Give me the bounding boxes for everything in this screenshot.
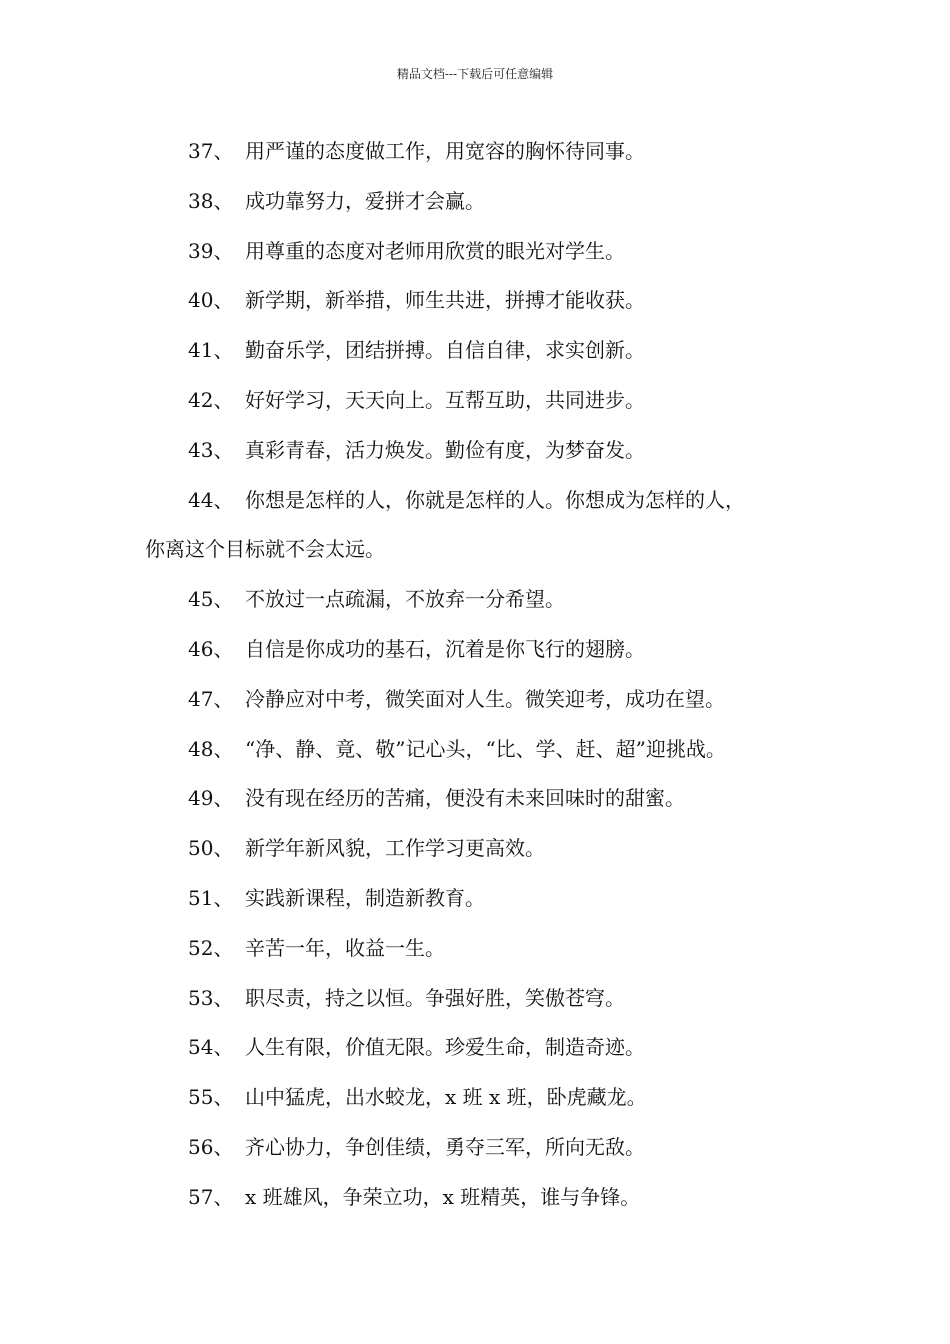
- list-item: [0, 485, 950, 535]
- item-text: 人生有限，价值无限。珍爱生命，制造奇迹。: [245, 1035, 645, 1060]
- item-text: 冷静应对中考，微笑面对人生。微笑迎考，成功在望。: [245, 686, 725, 711]
- list-item: [0, 634, 950, 684]
- slogan-list: [0, 136, 950, 1232]
- list-item: [0, 186, 950, 236]
- item-number: 50、: [188, 836, 234, 861]
- item-number: 53、: [188, 985, 234, 1010]
- item-text: “净、静、竟、敬”记心头，“比、学、赶、超”迎挑战。: [245, 736, 726, 761]
- item-text: 自信是你成功的基石，沉着是你飞行的翅膀。: [245, 636, 645, 661]
- item-text: 你想是怎样的人，你就是怎样的人。你想成为怎样的人，: [245, 487, 745, 512]
- item-text: 没有现在经历的苦痛，便没有未来回味时的甜蜜。: [245, 786, 685, 811]
- item-text: 职尽责，持之以恒。争强好胜，笑傲苍穹。: [245, 985, 625, 1010]
- item-number: 47、: [188, 686, 234, 711]
- list-item: [0, 833, 950, 883]
- item-number: 39、: [188, 238, 234, 263]
- list-item: [0, 285, 950, 335]
- item-number: 43、: [188, 437, 234, 462]
- item-number: 55、: [188, 1085, 234, 1110]
- item-number: 40、: [188, 288, 234, 313]
- list-item: [0, 435, 950, 485]
- item-text: 新学年新风貌，工作学习更高效。: [245, 836, 545, 861]
- item-text: 辛苦一年，收益一生。: [245, 935, 445, 960]
- item-text: 用尊重的态度对老师用欣赏的眼光对学生。: [245, 238, 625, 263]
- list-item: [0, 783, 950, 833]
- page-header: 精品文档---下载后可任意编辑: [396, 67, 554, 81]
- item-number: 52、: [188, 935, 234, 960]
- item-text: 勤奋乐学，团结拼搏。自信自律，求实创新。: [245, 338, 645, 363]
- item-text: 好好学习，天天向上。互帮互助，共同进步。: [245, 387, 645, 412]
- item-text: 不放过一点疏漏，不放弃一分希望。: [245, 587, 565, 612]
- list-item: [0, 883, 950, 933]
- item-number: 46、: [188, 636, 234, 661]
- item-text: 用严谨的态度做工作，用宽容的胸怀待同事。: [245, 139, 645, 163]
- list-item: [0, 236, 950, 286]
- item-number: 38、: [188, 188, 234, 213]
- item-number: 57、: [188, 1184, 234, 1209]
- item-number: 42、: [188, 387, 234, 412]
- item-number: 51、: [188, 885, 234, 910]
- item-text-continuation: 你离这个目标就不会太远。: [145, 537, 385, 562]
- item-number: 48、: [188, 736, 234, 761]
- item-number: 44、: [188, 487, 234, 512]
- item-number: 37、: [188, 139, 234, 163]
- list-item: [0, 1132, 950, 1182]
- list-item: [0, 933, 950, 983]
- list-item: [0, 385, 950, 435]
- list-item-continuation: [0, 534, 950, 584]
- list-item: [0, 136, 950, 186]
- list-item: [0, 1082, 950, 1132]
- item-number: 56、: [188, 1134, 234, 1159]
- item-text: 新学期，新举措，师生共进，拼搏才能收获。: [245, 288, 645, 313]
- list-item: [0, 335, 950, 385]
- list-item: [0, 983, 950, 1033]
- item-text: 成功靠努力，爱拼才会赢。: [245, 188, 485, 213]
- item-text: x 班雄风，争荣立功，x 班精英，谁与争锋。: [245, 1184, 641, 1209]
- item-text: 实践新课程，制造新教育。: [245, 885, 485, 910]
- item-number: 49、: [188, 786, 234, 811]
- list-item: [0, 1182, 950, 1232]
- item-number: 45、: [188, 587, 234, 612]
- list-item: [0, 1032, 950, 1082]
- item-text: 齐心协力，争创佳绩，勇夺三军，所向无敌。: [245, 1134, 645, 1159]
- item-text: 山中猛虎，出水蛟龙，x 班 x 班，卧虎藏龙。: [245, 1085, 647, 1110]
- list-item: [0, 684, 950, 734]
- list-item: [0, 584, 950, 634]
- item-number: 41、: [188, 338, 234, 363]
- item-number: 54、: [188, 1035, 234, 1060]
- list-item: [0, 734, 950, 784]
- item-text: 真彩青春，活力焕发。勤俭有度，为梦奋发。: [245, 437, 645, 462]
